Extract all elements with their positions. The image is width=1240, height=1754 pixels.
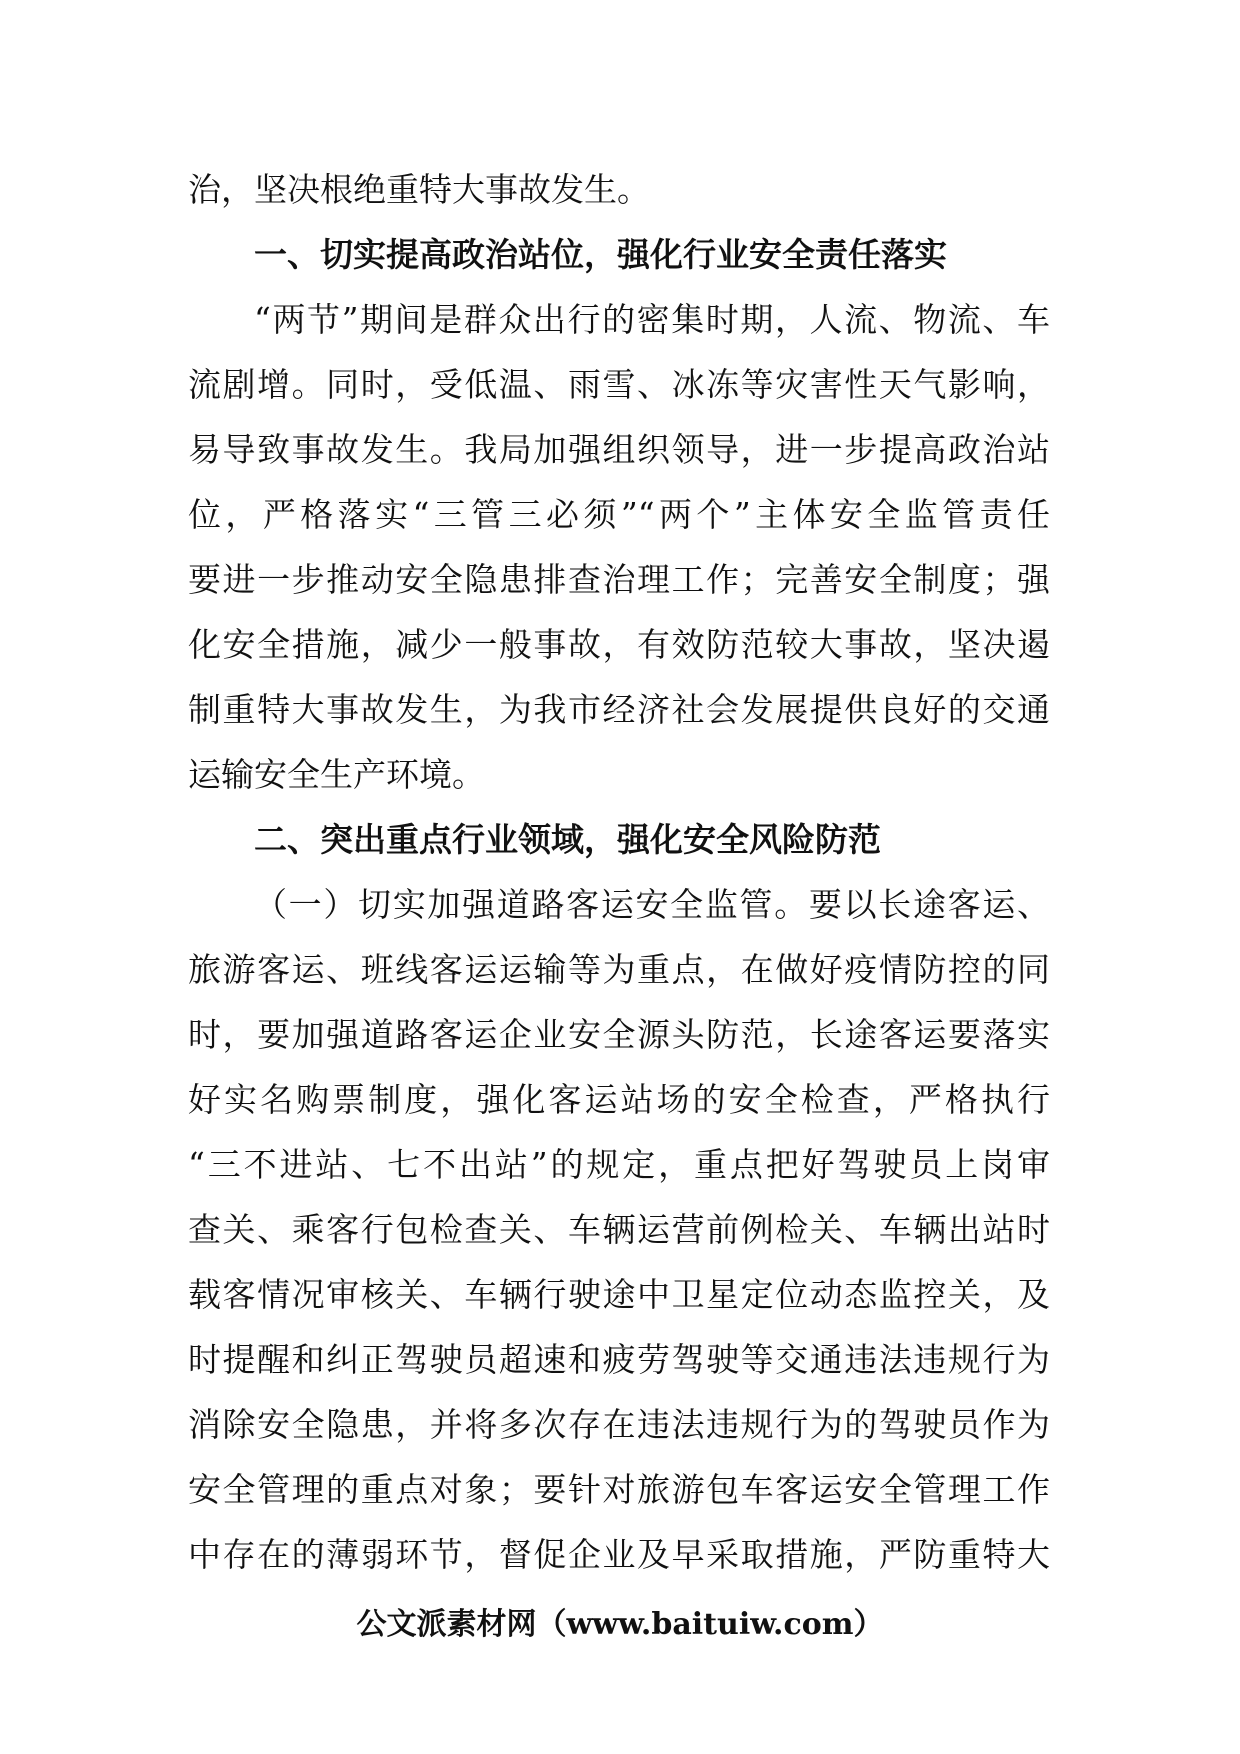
paragraph-line: 位，严格落实“三管三必须”“两个”主体安全监管责任 [188, 495, 1050, 534]
paragraph-line: 时提醒和纠正驾驶员超速和疲劳驾驶等交通违法违规行为 [188, 1340, 1050, 1379]
paragraph-line: 消除安全隐患，并将多次存在违法违规行为的驾驶员作为 [188, 1405, 1050, 1444]
paragraph-line: 安全管理的重点对象；要针对旅游包车客运安全管理工作 [188, 1470, 1050, 1509]
paragraph-line: 运输安全生产环境。 [188, 755, 485, 794]
footer-source-text: 公文派素材网（www.baituiw.com） [356, 1607, 884, 1642]
paragraph-line: 好实名购票制度，强化客运站场的安全检查，严格执行 [188, 1080, 1050, 1119]
paragraph-line: 要进一步推动安全隐患排查治理工作；完善安全制度；强 [188, 560, 1050, 599]
paragraph-line: 制重特大事故发生，为我市经济社会发展提供良好的交通 [188, 690, 1050, 729]
paragraph-line: （一）切实加强道路客运安全监管。要以长途客运、 [254, 885, 1050, 924]
paragraph-line: 治，坚决根绝重特大事故发生。 [188, 170, 650, 209]
document-body [188, 157, 1050, 1587]
section-heading-1: 一、切实提高政治站位，强化行业安全责任落实 [254, 235, 947, 274]
paragraph-line: 时，要加强道路客运企业安全源头防范，长途客运要落实 [188, 1015, 1050, 1054]
section-heading-2: 二、突出重点行业领域，强化安全风险防范 [254, 820, 881, 859]
paragraph-line: 中存在的薄弱环节，督促企业及早采取措施，严防重特大 [188, 1535, 1050, 1574]
paragraph-line: 化安全措施，减少一般事故，有效防范较大事故，坚决遏 [188, 625, 1050, 664]
paragraph-line: 查关、乘客行包检查关、车辆运营前例检关、车辆出站时 [188, 1210, 1050, 1249]
paragraph-line: “两节”期间是群众出行的密集时期，人流、物流、车 [254, 300, 1050, 339]
paragraph-line: 易导致事故发生。我局加强组织领导，进一步提高政治站 [188, 430, 1050, 469]
paragraph-line: 载客情况审核关、车辆行驶途中卫星定位动态监控关，及 [188, 1275, 1050, 1314]
paragraph-line: 旅游客运、班线客运运输等为重点，在做好疫情防控的同 [188, 950, 1050, 989]
paragraph-line: 流剧增。同时，受低温、雨雪、冰冻等灾害性天气影响， [188, 365, 1050, 404]
paragraph-line: “三不进站、七不出站”的规定，重点把好驾驶员上岗审 [188, 1145, 1050, 1184]
